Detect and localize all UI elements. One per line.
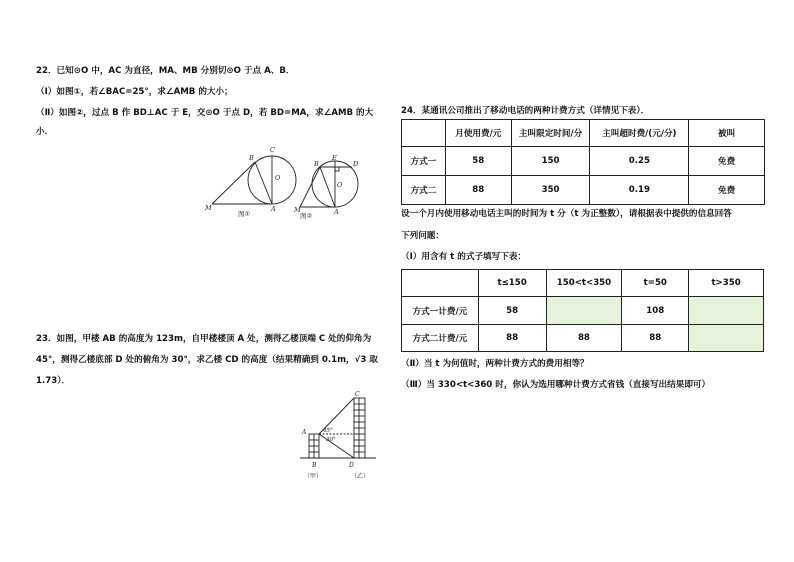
table-cell: 88 — [445, 176, 511, 205]
table-cell: 方式二计费/元 — [402, 325, 479, 352]
angle-30-label: 30° — [326, 437, 336, 443]
table-cell: 方式二 — [402, 176, 446, 205]
table-cell: 方式一计费/元 — [402, 297, 479, 325]
header-cell: t≤150 — [478, 270, 546, 297]
q24-part3: （Ⅲ）当 330<t<360 时，你认为选用哪种计费方式省钱（直接写出结果即可） — [401, 380, 711, 390]
q24-intro-line2: 下列问题： — [401, 231, 444, 241]
q23-line2: 45°，测得乙楼底部 D 处的俯角为 30°，求乙楼 CD 的高度（结果精确到 0.1m，√3 取 — [36, 355, 378, 365]
header-cell: t>350 — [689, 270, 764, 297]
table-cell: 88 — [622, 325, 689, 352]
answer-cell[interactable] — [689, 325, 764, 352]
fig2-point-o: O — [337, 181, 343, 189]
point-a: A — [302, 429, 307, 436]
formula-table — [401, 269, 764, 352]
q22-figures — [200, 140, 360, 225]
table-row — [402, 176, 765, 205]
header-cell — [402, 270, 479, 297]
q22-part2-line2: 小． — [36, 127, 54, 137]
table-cell: 0.25 — [590, 147, 689, 176]
label-jia: （甲） — [304, 473, 323, 480]
table-cell: 免费 — [689, 176, 765, 205]
q23-line3: 1.73）． — [36, 376, 71, 386]
point-d: D — [349, 462, 354, 469]
q23-figure — [296, 388, 386, 483]
fig1-point-c: C — [270, 146, 275, 154]
table-cell: 58 — [445, 147, 511, 176]
fig1-point-m: M — [205, 204, 212, 212]
pricing-table — [401, 119, 765, 205]
table-cell: 350 — [511, 176, 590, 205]
fig2-point-m: M — [294, 206, 301, 214]
fig1-point-a: A — [271, 205, 276, 213]
header-cell: 被叫 — [689, 120, 765, 147]
header-cell: 150<t<350 — [546, 270, 622, 297]
figure-1 — [212, 156, 296, 204]
fig2-caption: 图② — [300, 212, 313, 220]
table-cell: 58 — [478, 297, 546, 325]
q24-part1: （Ⅰ）用含有 t 的式子填写下表： — [401, 252, 527, 262]
table-cell: 88 — [546, 325, 622, 352]
label-yi: （乙） — [351, 473, 370, 480]
table-cell: 88 — [478, 325, 546, 352]
q23-line1: 23．如图，甲楼 AB 的高度为 123m，自甲楼楼顶 A 处，测得乙楼顶端 C 处的仰角为 — [36, 334, 372, 344]
answer-cell[interactable] — [546, 297, 622, 325]
header-cell: t=50 — [622, 270, 689, 297]
table-row — [402, 325, 764, 352]
header-cell: 主叫超时费/(元/分) — [590, 120, 689, 147]
fig1-point-b: B — [249, 154, 254, 162]
answer-cell[interactable] — [689, 297, 764, 325]
fig2-point-b: B — [314, 160, 319, 168]
fig1-caption: 图① — [238, 210, 251, 218]
point-c: C — [355, 391, 360, 398]
header-cell: 月使用费/元 — [445, 120, 511, 147]
fig1-point-o: O — [275, 174, 281, 182]
table-row — [402, 297, 764, 325]
pricing-header-row — [402, 120, 765, 147]
fig2-point-d: D — [353, 160, 359, 168]
header-cell: 主叫限定时间/分 — [511, 120, 590, 147]
table-cell: 150 — [511, 147, 590, 176]
point-b: B — [312, 462, 317, 469]
fig2-point-e: E — [332, 154, 337, 162]
table-cell: 方式一 — [402, 147, 446, 176]
table-cell: 免费 — [689, 147, 765, 176]
q24-part2: （Ⅱ）当 t 为何值时，两种计费方式的费用相等？ — [401, 359, 589, 369]
table-row — [402, 147, 765, 176]
q22-part2-line1: （Ⅱ）如图②，过点 B 作 BD⊥AC 于 E，交⊙O 于点 D，若 BD=MA，求∠AMB 的大 — [36, 108, 374, 118]
table-cell: 0.19 — [590, 176, 689, 205]
angle-45-label: 45° — [323, 428, 333, 434]
q22-part1: （Ⅰ）如图①，若∠BAC=25°，求∠AMB 的大小； — [36, 87, 233, 97]
header-cell — [402, 120, 446, 147]
q22-stem: 22．已知⊙O 中，AC 为直径，MA、MB 分别切⊙O 于点 A、B． — [36, 66, 295, 76]
q24-stem: 24．某通讯公司推出了移动电话的两种计费方式（详情见下表）． — [401, 106, 650, 116]
q24-intro-line1: 设一个月内使用移动电话主叫的时间为 t 分（t 为正整数），请根据表中提供的信息回答 — [401, 209, 732, 219]
formula-header-row — [402, 270, 764, 297]
table-cell: 108 — [622, 297, 689, 325]
figure-2 — [300, 161, 358, 207]
fig2-point-a: A — [334, 208, 339, 216]
